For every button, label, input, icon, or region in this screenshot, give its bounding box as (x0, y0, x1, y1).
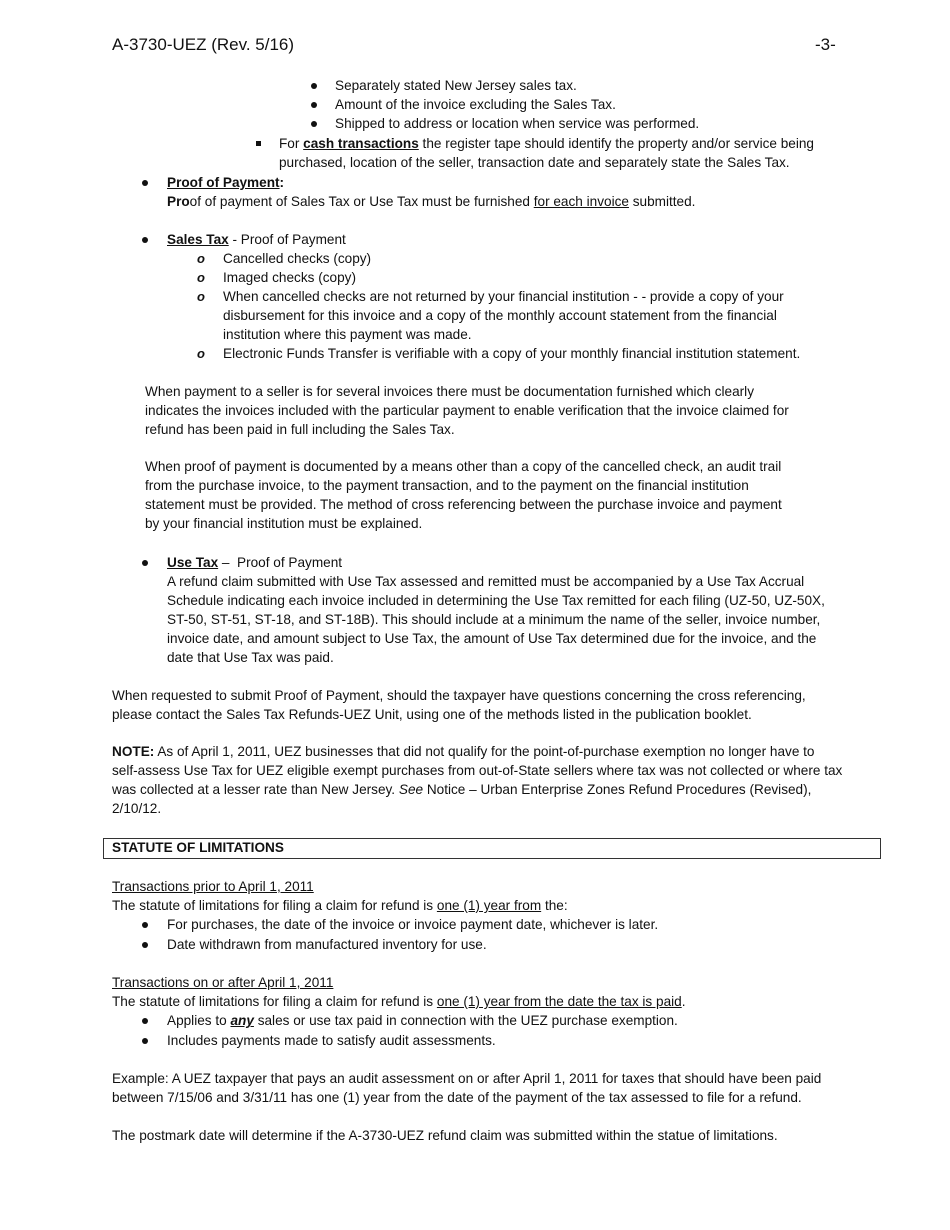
proof-text-after: submitted. (632, 194, 696, 209)
use-tax-subtitle: – Proof of Payment (218, 555, 343, 570)
sales-tax-para2-line: When proof of payment is documented by a means other than a copy of the cancelled check, an audit trail (145, 459, 782, 474)
request-para-line: When requested to submit Proof of Payment, should the taxpayer have questions concerning the cross referencing, (112, 688, 806, 703)
sales-tax-para2-line: statement must be provided. The method of cross referencing between the purchase invoice and payment (145, 497, 782, 512)
after-bullet1-em: any (230, 1013, 254, 1028)
invoice-requirement-item: Amount of the invoice excluding the Sales Tax. (335, 97, 616, 112)
sales-tax-para1-line: indicates the invoices included with the particular payment to enable verification that the invoice claimed for (145, 403, 789, 418)
note-line4: 2/10/12. (112, 801, 162, 816)
proof-of-payment-colon: : (279, 175, 285, 190)
note-line3-a: was collected at a lesser rate than New Jersey. (112, 782, 396, 797)
sales-tax-para2-line: by your financial institution must be explained. (145, 516, 423, 531)
sales-tax-item-cont: disbursement for this invoice and a copy of the monthly account statement from the financial (223, 308, 777, 323)
statute-heading: STATUTE OF LIMITATIONS (112, 840, 284, 855)
note-see: See (398, 782, 424, 797)
note-line3 (112, 780, 811, 799)
bullet-dot (311, 83, 317, 89)
after-intro (112, 992, 686, 1011)
sales-tax-item: Cancelled checks (copy) (223, 251, 372, 266)
sales-tax-para1-line: When payment to a seller is for several invoices there must be documentation furnished which clearly (145, 384, 754, 399)
form-id: A-3730-UEZ (Rev. 5/16) (112, 35, 295, 54)
bullet-dot (142, 922, 148, 928)
bullet-dot (142, 180, 148, 186)
bullet-dot (142, 942, 148, 948)
bullet-dot (142, 1018, 148, 1024)
sales-tax-item: When cancelled checks are not returned by your financial institution - - provide a copy of your (223, 289, 784, 304)
bullet-dot (142, 560, 148, 566)
after-bullet-1 (167, 1011, 678, 1030)
use-tax-heading (167, 553, 342, 572)
prior-intro (112, 896, 568, 915)
prior-intro-b: the: (544, 898, 568, 913)
circle-bullet-icon: o (197, 251, 205, 266)
after-intro-b: . (681, 994, 686, 1009)
prior-title: Transactions prior to April 1, 2011 (112, 879, 314, 894)
cash-prefix: For (279, 136, 300, 151)
sales-tax-item: Imaged checks (copy) (223, 270, 356, 285)
sales-tax-subtitle: - Proof of Payment (228, 232, 346, 247)
request-para-line: please contact the Sales Tax Refunds-UEZ Unit, using one of the methods listed in the publication booklet. (112, 707, 752, 722)
cash-term: cash transactions (303, 136, 419, 151)
cash-line1-rest: the register tape should identify the property and/or service being (422, 136, 814, 151)
postmark-line: The postmark date will determine if the A-3730-UEZ refund claim was submitted within the statue of limitations. (112, 1128, 778, 1143)
note-line2: self-assess Use Tax for UEZ eligible exempt purchases from out-of-State sellers where tax was not collected or where tax (112, 763, 843, 778)
invoice-requirement-item: Shipped to address or location when service was performed. (335, 116, 700, 131)
after-intro-a: The statute of limitations for filing a claim for refund is (112, 994, 434, 1009)
after-intro-u: one (1) year from the date the tax is paid (436, 994, 682, 1009)
cash-transactions-line2: purchased, location of the seller, transaction date and separately state the Sales Tax. (279, 155, 790, 170)
sales-tax-item-cont: institution where this payment was made. (223, 327, 472, 342)
proof-text-before: of of payment of Sales Tax or Use Tax must be furnished (189, 194, 530, 209)
use-tax-title: Use Tax (167, 555, 219, 570)
note-line1 (112, 742, 815, 761)
sales-tax-heading (167, 230, 346, 249)
circle-bullet-icon: o (197, 289, 205, 304)
note-label: NOTE: (112, 744, 155, 759)
circle-bullet-icon: o (197, 346, 205, 361)
square-bullet (256, 141, 261, 146)
use-tax-line: ST-50, ST-51, ST-18, and ST-18B). This should include at a minimum the name of the seller, invoice number, (167, 612, 821, 627)
proof-underlined: for each invoice (533, 194, 629, 209)
bullet-dot (142, 1038, 148, 1044)
prior-intro-u: one (1) year from (436, 898, 542, 913)
use-tax-line: invoice date, and amount subject to Use Tax, the amount of Use Tax determined due for the invoice, and the (167, 631, 817, 646)
after-title: Transactions on or after April 1, 2011 (112, 975, 334, 990)
sales-tax-item: Electronic Funds Transfer is verifiable with a copy of your monthly financial institution statement. (223, 346, 801, 361)
proof-of-payment-title: Proof of Payment (167, 175, 280, 190)
prior-bullet: For purchases, the date of the invoice or invoice payment date, whichever is later. (167, 917, 659, 932)
sales-tax-para2-line: from the purchase invoice, to the payment transaction, and to the payment on the financial institution (145, 478, 749, 493)
bullet-dot (311, 102, 317, 108)
example-line: Example: A UEZ taxpayer that pays an audit assessment on or after April 1, 2011 for taxes that should have been paid (112, 1071, 822, 1086)
after-bullet1-a: Applies to (167, 1013, 227, 1028)
after-bullet-2: Includes payments made to satisfy audit assessments. (167, 1033, 496, 1048)
proof-of-payment-text (167, 192, 695, 211)
cash-transactions-line1 (279, 134, 814, 153)
sales-tax-para1-line: refund has been paid in full including the Sales Tax. (145, 422, 455, 437)
prior-intro-a: The statute of limitations for filing a claim for refund is (112, 898, 434, 913)
page-number: -3- (815, 35, 836, 54)
note-line3-b: Notice – Urban Enterprise Zones Refund Procedures (Revised), (423, 782, 812, 797)
prior-bullet: Date withdrawn from manufactured inventory for use. (167, 937, 487, 952)
use-tax-line: A refund claim submitted with Use Tax assessed and remitted must be accompanied by a Use Tax Accrual (167, 574, 805, 589)
after-bullet1-b: sales or use tax paid in connection with the UEZ purchase exemption. (257, 1013, 678, 1028)
bullet-dot (142, 237, 148, 243)
note-line1-text: As of April 1, 2011, UEZ businesses that did not qualify for the point-of-purchase exemption no longer have to (154, 744, 815, 759)
example-line: between 7/15/06 and 3/31/11 has one (1) year from the date of the payment of the tax assessed to file for a refund. (112, 1090, 802, 1105)
proof-lead: Pro (167, 194, 190, 209)
proof-of-payment-heading (167, 173, 284, 192)
invoice-requirement-item: Separately stated New Jersey sales tax. (335, 78, 577, 93)
use-tax-line: date that Use Tax was paid. (167, 650, 334, 665)
use-tax-line: Schedule indicating each invoice included in determining the Use Tax remitted for each filing (UZ-50, UZ-50X, (167, 593, 825, 608)
bullet-dot (311, 121, 317, 127)
circle-bullet-icon: o (197, 270, 205, 285)
sales-tax-title: Sales Tax (167, 232, 229, 247)
